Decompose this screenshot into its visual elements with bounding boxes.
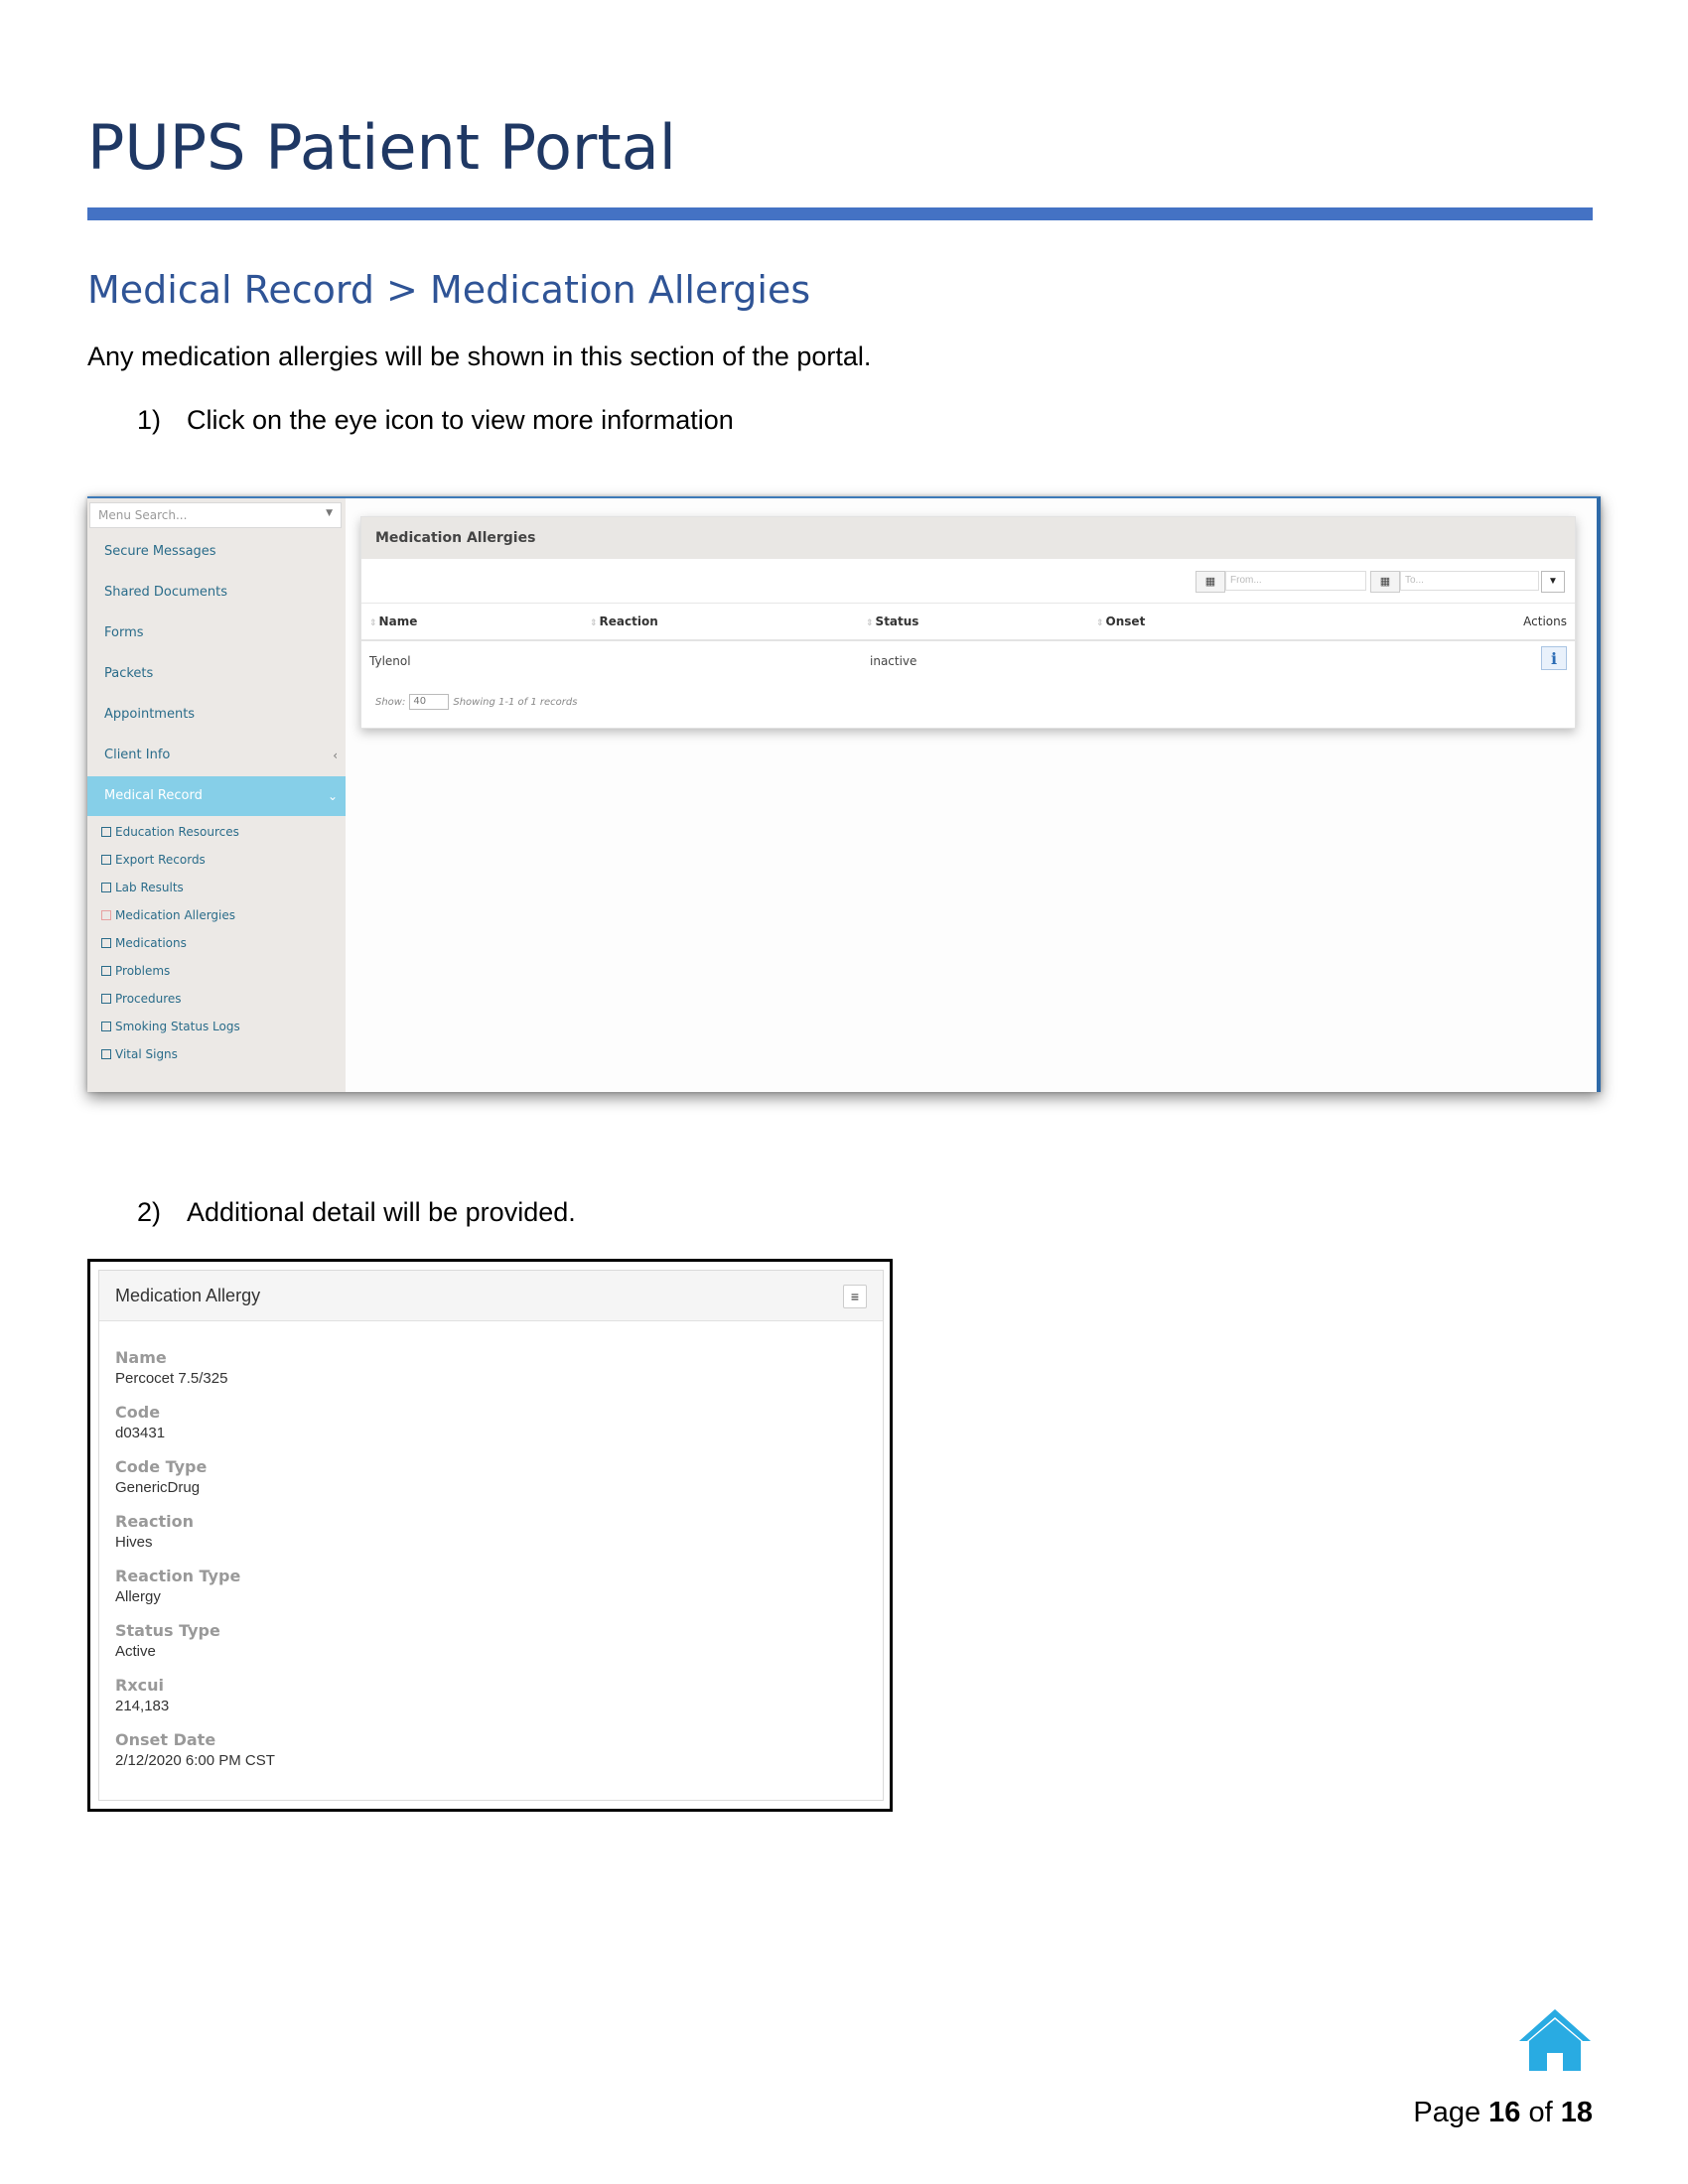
home-icon[interactable] [1517,2005,1593,2073]
col-actions: Actions [1523,614,1567,628]
field-code [115,1403,165,1441]
section-heading: Medical Record > Medication Allergies [87,268,811,312]
field-value: Hives [115,1534,153,1551]
sort-icon: ⇕ [369,618,377,628]
sub-medication-allergies[interactable] [101,901,235,929]
sub-label: Lab Results [115,881,184,894]
col-name[interactable] [369,614,417,628]
col-label: Reaction [599,614,658,628]
field-reaction [115,1512,194,1551]
detail-screenshot [87,1259,893,1812]
panel-title: Medication Allergies [361,517,1575,559]
sub-problems[interactable] [101,957,170,985]
from-date-input[interactable]: From... [1225,571,1366,591]
field-status-type [115,1621,220,1660]
field-label: Reaction [115,1512,194,1531]
page-current: 16 [1488,2097,1521,2128]
field-label: Code [115,1403,161,1422]
square-icon [101,938,111,948]
square-icon [101,966,111,976]
page-size-select[interactable]: 40 [409,694,449,710]
sub-lab-results[interactable] [101,874,184,901]
calendar-icon[interactable]: ▦ [1370,571,1400,593]
step-2-number: 2) [137,1197,162,1227]
table-row [361,640,1575,680]
caret-down-icon: ▼ [326,508,333,518]
field-rxcui [115,1676,169,1714]
title-rule [87,207,1593,220]
field-label: Name [115,1348,167,1367]
square-icon [101,910,111,920]
nav-client-info[interactable] [87,736,346,775]
sub-label: Medication Allergies [115,908,236,922]
step-1-number: 1) [137,405,162,435]
page-number [1413,2097,1593,2129]
chevron-down-icon: ⌄ [327,789,338,803]
field-value: 214,183 [115,1698,170,1714]
sort-icon: ⇕ [1096,618,1104,628]
portal-screenshot [87,496,1601,1092]
col-onset[interactable] [1096,614,1145,628]
pager [375,694,577,710]
step-2-text: Additional detail will be provided. [187,1197,576,1227]
col-status[interactable] [866,614,918,628]
document-title: PUPS Patient Portal [87,111,676,184]
sub-smoking-status-logs[interactable] [101,1013,240,1040]
detail-card [98,1270,884,1801]
square-icon [101,1049,111,1059]
calendar-icon[interactable]: ▦ [1196,571,1225,593]
pager-show-label: Show: [375,697,406,708]
square-icon [101,1022,111,1031]
field-code-type [115,1457,207,1496]
sort-icon: ⇕ [590,618,598,628]
field-value: GenericDrug [115,1479,201,1496]
page-word: Page [1413,2097,1481,2128]
nav-appointments[interactable]: Appointments [104,707,196,722]
sub-label: Export Records [115,853,206,867]
nav-shared-documents[interactable]: Shared Documents [104,585,228,600]
sub-label: Education Resources [115,825,239,839]
nav-client-info-label: Client Info [104,748,171,762]
square-icon [101,855,111,865]
sub-label: Problems [115,964,171,978]
sub-label: Smoking Status Logs [115,1020,240,1033]
square-icon [101,883,111,892]
menu-icon[interactable]: ≡ [843,1285,867,1308]
menu-search-placeholder: Menu Search... [98,508,188,522]
sub-medications[interactable] [101,929,187,957]
detail-title: Medication Allergy [99,1271,883,1321]
field-value: 2/12/2020 6:00 PM CST [115,1752,275,1769]
field-label: Status Type [115,1621,220,1640]
nav-packets[interactable]: Packets [104,666,154,681]
table-header [361,603,1575,641]
field-value: Percocet 7.5/325 [115,1370,228,1387]
field-label: Rxcui [115,1676,164,1695]
of-word: of [1528,2097,1553,2128]
nav-medical-record[interactable] [87,776,346,816]
field-label: Code Type [115,1457,208,1476]
col-label: Onset [1105,614,1146,628]
date-filter [1196,571,1565,593]
field-value: Active [115,1643,156,1660]
field-name [115,1348,227,1387]
step-1 [137,405,734,436]
square-icon [101,994,111,1004]
sub-label: Procedures [115,992,182,1006]
field-value: Allergy [115,1588,161,1605]
step-2 [137,1197,576,1228]
cell-name: Tylenol [369,654,411,668]
nav-medical-record-label: Medical Record [104,788,203,803]
sidebar [87,498,346,1092]
sub-label: Vital Signs [115,1047,178,1061]
cell-status: inactive [870,654,917,668]
col-label: Status [875,614,919,628]
field-label: Reaction Type [115,1567,241,1585]
pager-summary: Showing 1-1 of 1 records [453,697,578,708]
col-reaction[interactable] [590,614,658,628]
sub-label: Medications [115,936,187,950]
field-label: Onset Date [115,1730,216,1749]
step-1-text: Click on the eye icon to view more information [187,405,734,435]
allergies-panel [360,516,1576,729]
col-label: Name [378,614,418,628]
menu-search-input[interactable] [89,502,342,528]
sub-procedures[interactable] [101,985,182,1013]
square-icon [101,827,111,837]
field-value: d03431 [115,1425,166,1441]
info-icon[interactable]: i [1541,646,1567,670]
sub-education-resources[interactable] [101,818,239,846]
intro-text: Any medication allergies will be shown in this section of the portal. [87,341,872,371]
page-total: 18 [1560,2097,1593,2128]
chevron-left-icon: ‹ [333,749,338,762]
sort-icon: ⇕ [866,618,874,628]
nav-secure-messages[interactable]: Secure Messages [104,544,216,559]
nav-forms[interactable]: Forms [104,625,144,640]
field-onset-date [115,1730,275,1769]
field-reaction-type [115,1567,240,1605]
filter-icon[interactable]: ▼ [1541,571,1565,593]
to-date-input[interactable]: To... [1400,571,1539,591]
sub-vital-signs[interactable] [101,1040,178,1068]
sub-export-records[interactable] [101,846,206,874]
